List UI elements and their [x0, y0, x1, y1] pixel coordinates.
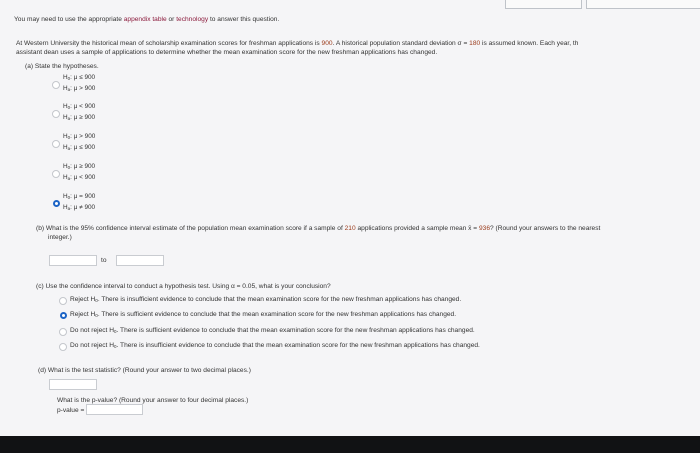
hypothesis-alt-2: $H_a$: μ ≥ 900: [63, 114, 96, 121]
problem-statement-line1: At Western University the historical mean of scholarship examination scores for freshman applications is 900. A historical population standard deviation σ = 180 is assumed known. Each year, th: [16, 40, 579, 47]
part-d-question: (d) What is the test statistic? (Round your answer to two decimal places.): [38, 367, 251, 374]
conclusion-option-radio-2[interactable]: [60, 312, 67, 319]
pvalue-input[interactable]: [86, 404, 143, 415]
ci-to-label: to: [101, 257, 107, 264]
top-tab-right[interactable]: [586, 0, 700, 9]
part-b-question-line2: integer.): [48, 234, 72, 241]
pvalue-label: p-value =: [57, 407, 85, 414]
conclusion-option-label-2: Reject $H_0$. There is sufficient evidence to conclude that the mean examination score for the new freshman applications has changed.: [70, 311, 457, 318]
conclusion-option-radio-4[interactable]: [59, 343, 67, 351]
conclusion-option-radio-1[interactable]: [59, 297, 67, 305]
hypothesis-option-radio-1[interactable]: [52, 81, 60, 89]
ci-upper-input[interactable]: [116, 255, 164, 266]
hypothesis-alt-5: $H_a$: μ ≠ 900: [63, 204, 96, 211]
hypothesis-alt-1: $H_a$: μ > 900: [63, 85, 96, 92]
sd-value: 180: [469, 40, 481, 47]
top-tab-left[interactable]: [505, 0, 582, 9]
conclusion-option-label-1: Reject $H_0$. There is insufficient evidence to conclude that the mean examination score for the new freshman applications has changed.: [70, 296, 462, 303]
hypothesis-option-radio-5[interactable]: [53, 200, 60, 207]
part-b-question-line1: (b) What is the 95% confidence interval estimate of the population mean examination score if a sample of 210 applications provided a sample mean x̄ = 936? (Round your answers to the nearest: [36, 225, 601, 232]
hypothesis-null-2: $H_0$: μ < 900: [63, 103, 96, 110]
part-c-question: (c) Use the confidence interval to conduct a hypothesis test. Using α = 0.05, what is your conclusion?: [36, 283, 331, 290]
sample-size-value: 210: [344, 225, 356, 232]
ci-lower-input[interactable]: [49, 255, 97, 266]
hypothesis-option-radio-2[interactable]: [52, 110, 60, 118]
hypothesis-option-radio-4[interactable]: [52, 170, 60, 178]
conclusion-option-radio-3[interactable]: [59, 328, 67, 336]
problem-statement-line2: assistant dean uses a sample of applications to determine whether the mean examination score for the new freshman applications has changed.: [16, 49, 438, 56]
hypothesis-alt-4: $H_a$: μ < 900: [63, 174, 96, 181]
hypothesis-null-3: $H_0$: μ > 900: [63, 133, 96, 140]
bottom-bar: [0, 436, 700, 453]
technology-link[interactable]: technology: [176, 16, 209, 23]
hypothesis-null-1: $H_0$: μ ≤ 900: [63, 74, 96, 81]
appendix-table-link[interactable]: appendix table: [123, 16, 167, 23]
conclusion-option-label-4: Do not reject $H_0$. There is insufficient evidence to conclude that the mean examination score for the new freshman applications has changed.: [70, 342, 480, 349]
hypothesis-null-4: $H_0$: μ ≥ 900: [63, 163, 96, 170]
hypothesis-null-5: $H_0$: μ = 900: [63, 193, 96, 200]
conclusion-option-label-3: Do not reject $H_0$. There is sufficient evidence to conclude that the mean examination score for the new freshman applications has changed.: [70, 327, 475, 334]
instruction-note: You may need to use the appropriate appendix table or technology to answer this question.: [14, 16, 280, 23]
hypothesis-alt-3: $H_a$: μ ≤ 900: [63, 144, 96, 151]
hypothesis-option-radio-3[interactable]: [52, 140, 60, 148]
part-a-label: (a) State the hypotheses.: [25, 63, 99, 70]
sample-mean-value: 936: [479, 225, 491, 232]
pvalue-question: What is the p-value? (Round your answer to four decimal places.): [57, 397, 249, 404]
test-statistic-input[interactable]: [49, 379, 97, 390]
mean-value: 900: [321, 40, 333, 47]
